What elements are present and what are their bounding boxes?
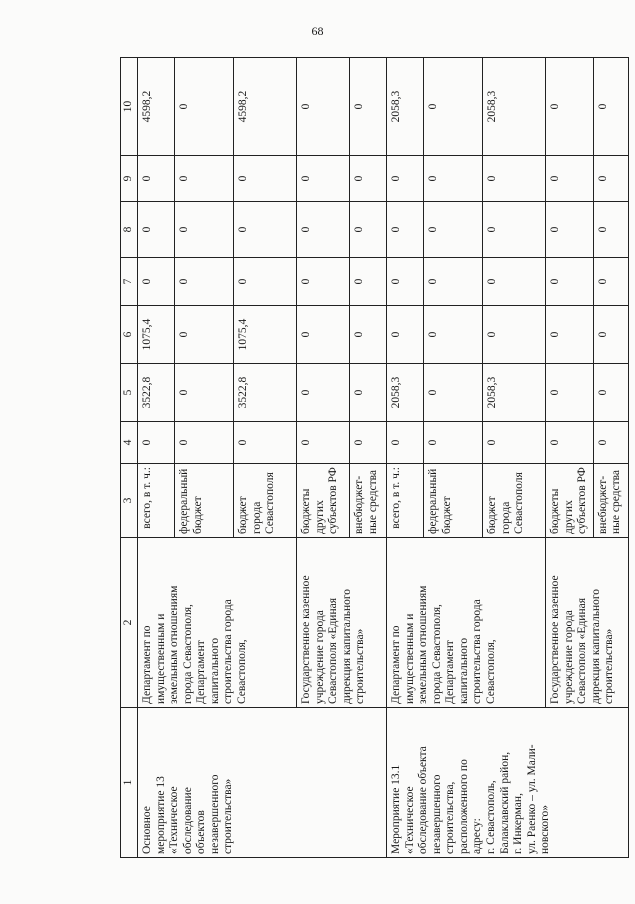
cell: 0 [350,306,387,364]
cell: 0 [350,202,387,258]
cell: 0 [297,364,350,422]
cell: 0 [424,422,483,464]
cell: 1075,4 [138,306,175,364]
cell: 0 [593,156,628,202]
header-row [121,58,138,858]
cell: 4598,2 [234,58,297,156]
cell: 0 [234,422,297,464]
source-label: бюджеты других субъектов РФ [546,464,594,538]
budget-table-rotated [120,58,623,858]
source-label: бюджеты других субъектов РФ [297,464,350,538]
measure-name: Основное мероприятие 13 «Техническое обследование объектов незавершенного строительства» [138,708,387,858]
source-label: федеральный бюджет [175,464,234,538]
cell: 0 [546,58,594,156]
cell: 0 [593,202,628,258]
cell: 0 [546,422,594,464]
col-header: 1 [121,708,138,858]
cell: 0 [175,364,234,422]
measure-name: Мероприятие 13.1 «Техническое обследование объекта незавершенного строительства, расположенного по адресу: г. Севастополь, Балаклавский район, г. Инкерман, ул. Раенко – ул. Мали- новского» [387,708,629,858]
budget-table [120,57,629,858]
executor-2: Государственное казенное учреждение города Севастополя «Единая дирекция капитального строительства» [546,538,629,708]
source-label: всего, в т. ч.: [138,464,175,538]
cell: 0 [297,258,350,306]
cell: 3522,8 [138,364,175,422]
col-header: 3 [121,464,138,538]
cell: 0 [387,202,424,258]
cell: 0 [297,306,350,364]
cell: 0 [175,258,234,306]
source-label: бюджет города Севастополя [234,464,297,538]
cell: 2058,3 [483,364,546,422]
executor-2: Государственное казенное учреждение города Севастополя «Единая дирекция капитального строительства» [297,538,387,708]
cell: 0 [350,156,387,202]
source-label: всего, в т. ч.: [387,464,424,538]
source-label: бюджет города Севастополя [483,464,546,538]
cell: 2058,3 [483,58,546,156]
col-header: 8 [121,202,138,258]
cell: 0 [350,258,387,306]
table-row [387,58,424,858]
cell: 0 [387,258,424,306]
cell: 0 [424,258,483,306]
cell: 2058,3 [387,58,424,156]
cell: 0 [483,306,546,364]
cell: 0 [546,364,594,422]
col-header: 2 [121,538,138,708]
cell: 0 [175,422,234,464]
col-header: 9 [121,156,138,202]
cell: 0 [234,156,297,202]
cell: 0 [175,202,234,258]
cell: 0 [483,156,546,202]
cell: 0 [387,306,424,364]
cell: 0 [424,58,483,156]
source-label: внебюджет- ные средства [350,464,387,538]
cell: 0 [138,202,175,258]
cell: 0 [593,258,628,306]
cell: 0 [350,422,387,464]
cell: 0 [175,306,234,364]
cell: 0 [424,364,483,422]
cell: 0 [483,202,546,258]
cell: 0 [138,258,175,306]
cell: 0 [138,156,175,202]
cell: 0 [297,156,350,202]
cell: 0 [424,156,483,202]
col-header: 5 [121,364,138,422]
executor-1: Департамент по имущественным и земельным отношениям города Севастополя, Департамент капитального строительства города Севастополя, [138,538,297,708]
cell: 0 [483,258,546,306]
cell: 0 [546,202,594,258]
cell: 0 [483,422,546,464]
cell: 0 [424,306,483,364]
cell: 0 [175,58,234,156]
cell: 0 [350,58,387,156]
col-header: 10 [121,58,138,156]
cell: 0 [387,156,424,202]
cell: 0 [593,306,628,364]
cell: 0 [350,364,387,422]
cell: 0 [546,258,594,306]
cell: 0 [234,202,297,258]
source-label: внебюджет- ные средства [593,464,628,538]
col-header: 6 [121,306,138,364]
cell: 0 [387,422,424,464]
cell: 0 [175,156,234,202]
cell: 0 [297,202,350,258]
col-header: 4 [121,422,138,464]
cell: 3522,8 [234,364,297,422]
cell: 0 [593,364,628,422]
table-row [138,58,175,858]
cell: 0 [138,422,175,464]
executor-1: Департамент по имущественным и земельным отношениям города Севастополя, Департамент капитального строительства города Севастополя, [387,538,546,708]
source-label: федеральный бюджет [424,464,483,538]
cell: 2058,3 [387,364,424,422]
page-number: 68 [311,24,324,38]
cell: 1075,4 [234,306,297,364]
cell: 4598,2 [138,58,175,156]
col-header: 7 [121,258,138,306]
cell: 0 [297,422,350,464]
cell: 0 [593,422,628,464]
cell: 0 [234,258,297,306]
cell: 0 [546,156,594,202]
cell: 0 [424,202,483,258]
cell: 0 [297,58,350,156]
cell: 0 [546,306,594,364]
cell: 0 [593,58,628,156]
